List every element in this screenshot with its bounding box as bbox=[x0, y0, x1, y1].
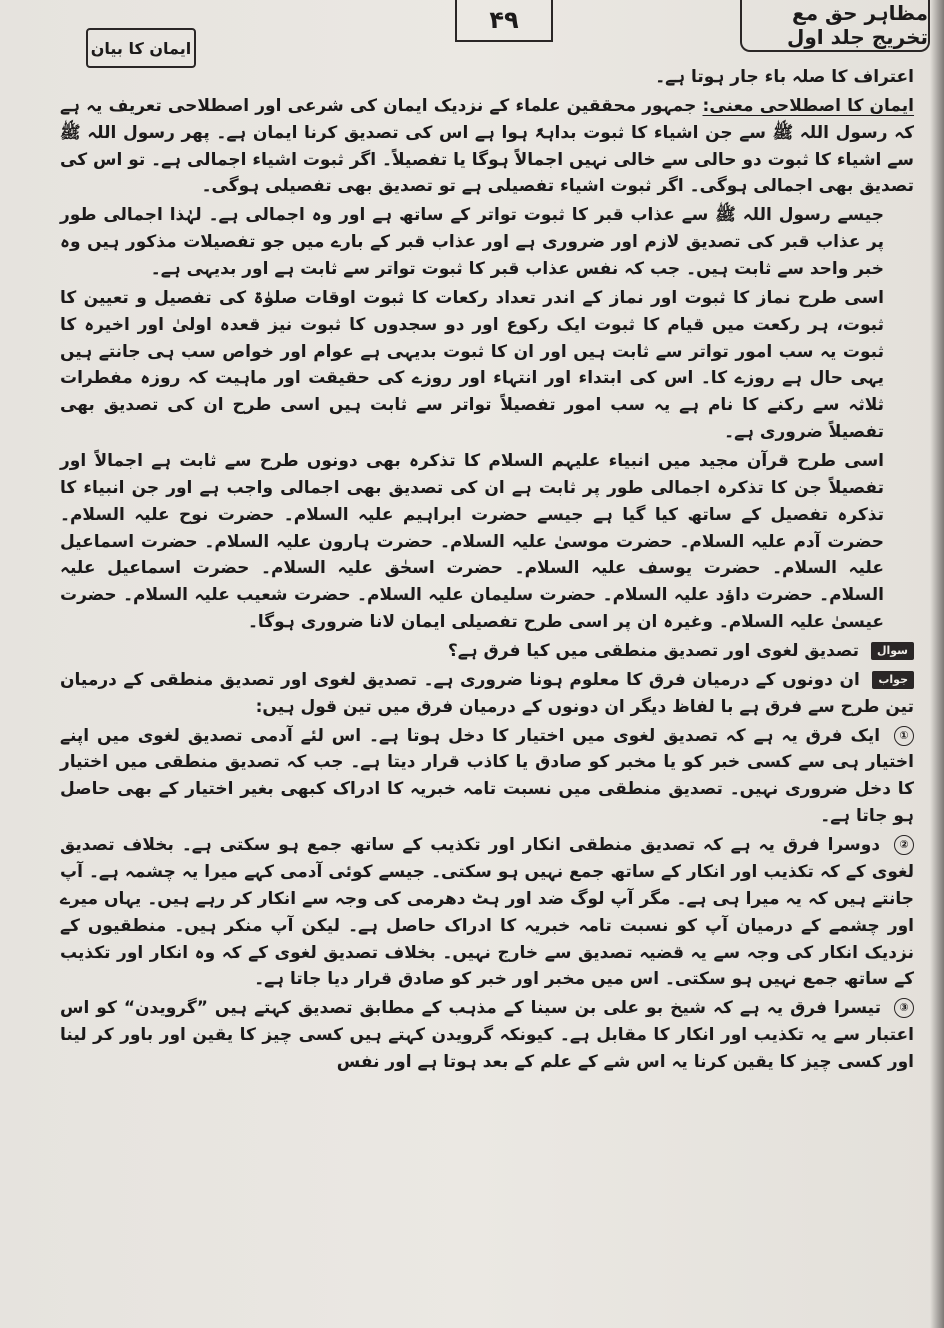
answer bbox=[60, 667, 914, 721]
question-tag: سوال bbox=[871, 642, 914, 660]
item-text-3: تیسرا فرق یہ ہے کہ شیخ بو علی بن سینا کے مذہب کے مطابق تصدیق کہتے ہیں ”گرویدن“ کو اس اعتبار سے یہ تکذیب اور انکار کا مقابل ہے۔ کیونکہ گرویدن کہتے ہیں کسی چیز کا یقین اور باور کر لینا اور کسی چیز کا یقین کرنا یہ اس شے کے علم کے بعد ہوتا ہے اور نفس bbox=[60, 998, 914, 1072]
page-number: ۴۹ bbox=[455, 0, 553, 42]
answer-tag: جواب bbox=[872, 671, 914, 689]
answer-text: ان دونوں کے درمیان فرق کا معلوم ہونا ضروری ہے۔ تصدیق لغوی اور تصدیق منطقی کے درمیان تین طرح سے فرق ہے با لفاظ دیگر ان دونوں کے درمیان فرق میں تین قول ہیں: bbox=[60, 669, 914, 717]
item-text-1: ایک فرق یہ ہے کہ تصدیق لغوی میں اختیار کا دخل ہوتا ہے۔ اس لئے آدمی تصدیق لغوی میں اپنے اختیار ہی سے کسی خبر کو یا مخبر کو صادق یا کاذب قرار دیتا ہے۔ جب کہ تصدیق منطقی میں اختیار کا دخل ضروری نہیں۔ تصدیق منطقی میں نسبت تامہ خبریہ کا ادراک کبھی بغیر اختیار کے بھی حاصل ہو جاتا ہے۔ bbox=[60, 725, 914, 827]
question-text: تصدیق لغوی اور تصدیق منطقی میں کیا فرق ہے؟ bbox=[447, 641, 860, 662]
list-item-3 bbox=[60, 995, 914, 1076]
item-number-2: ② bbox=[894, 835, 914, 855]
item-text-2: دوسرا فرق یہ ہے کہ تصدیق منطقی انکار اور تکذیب کے ساتھ جمع ہو سکتی ہے۔ بخلاف تصدیق لغوی کے کہ تکذیب اور انکار کے ساتھ جمع نہیں ہو سکتی۔ جیسے کوئی آدمی کہے میرا یہ چشمہ ہے۔ آپ جانتے ہیں کہ یہ میرا ہی ہے۔ مگر آپ لوگ ضد اور ہٹ دھرمی کی وجہ سے انکار کر رہے ہیں۔ یہاں میرے اور چشمے کے درمیان آپ کو نسبت تامہ خبریہ کا ادراک حاصل ہے۔ لیکن آپ منکر ہیں۔ منطقیوں کے نزدیک انکار کی وجہ سے یہ قضیہ تصدیق سے خارج نہیں۔ بخلاف تصدیق لغوی کے کہ وہ انکار اور تکذیب کے ساتھ جمع نہیں ہو سکتی۔ اس میں مخبر اور خبر کو صادق قرار دیا جاتا ہے۔ bbox=[60, 835, 914, 990]
paragraph-grave-punishment: جیسے رسول اللہ ﷺ سے عذاب قبر کا ثبوت تواتر کے ساتھ ہے اور وہ اجمالی ہے۔ لہٰذا اجمالی طور پر عذاب قبر کی تصدیق لازم اور ضروری ہے اور عذاب قبر کے بارے میں جو تفصیلات مذکور ہیں وہ خبر واحد سے ثابت ہیں۔ جب کہ نفس عذاب قبر کا ثبوت تواتر سے ثابت ہے اور بدیہی ہے۔ bbox=[60, 205, 884, 280]
question bbox=[60, 638, 914, 665]
list-item-2 bbox=[60, 832, 914, 993]
chapter-title: ایمان کا بیان bbox=[86, 28, 196, 68]
paragraph-prophets: اسی طرح قرآن مجید میں انبیاء علیہم السلام کا تذکرہ بھی دونوں طرح سے ثابت ہے اجمالاً اور تفصیلاً جن کا تذکرہ اجمالی طور پر ثابت ہے ان کی تصدیق بھی اجمالی واجب ہے اور جن انبیاء کا تذکرہ تفصیل کے ساتھ کیا گیا ہے جیسے حضرت ابراہیم علیہ السلام۔ حضرت نوح علیہ السلام۔ حضرت آدم علیہ السلام۔ حضرت موسیٰ علیہ السلام۔ حضرت ہارون علیہ السلام۔ حضرت اسماعیل علیہ السلام۔ حضرت یوسف علیہ السلام۔ حضرت اسحٰق علیہ السلام۔ حضرت اسماعیل علیہ السلام۔ حضرت داؤد علیہ السلام۔ حضرت سلیمان علیہ السلام۔ حضرت شعیب علیہ السلام۔ حضرت عیسیٰ علیہ السلام۔ وغیرہ ان پر اسی طرح تفصیلی ایمان لانا ضروری ہوگا۔ bbox=[60, 451, 884, 633]
paragraph-text: جمہور محققین علماء کے نزدیک ایمان کی شرعی اور اصطلاحی تعریف یہ ہے کہ رسول اللہ ﷺ سے جن اشیاء کا ثبوت بداہۃً ہوا ہے اس کی تصدیق کرنا ایمان ہے۔ پھر رسول اللہ ﷺ سے اشیاء کا ثبوت دو حالی سے خالی نہیں اجمالاً ہوگا یا تفصیلاً۔ اگر ثبوت اشیاء اجمالی ہے۔ تو اس کی تصدیق بھی اجمالی ہوگی۔ اگر ثبوت اشیاء تفصیلی ہے تو تصدیق بھی تفصیلی ہوگی۔ bbox=[60, 95, 914, 197]
section-heading: ایمان کا اصطلاحی معنی: bbox=[702, 95, 915, 116]
list-item-1 bbox=[60, 723, 914, 830]
paragraph-prayer-fasting: اسی طرح نماز کا ثبوت اور نماز کے اندر تعداد رکعات کا ثبوت اوقات صلوٰۃ کی تفصیل و تعیین کا ثبوت، ہر رکعت میں قیام کا ثبوت ایک رکوع اور دو سجدوں کا ثبوت نیز قعدہ اولیٰ اور اخیرہ کا ثبوت یہ سب امور تواتر سے ثابت ہیں اور ان کا ثبوت بدیہی ہے عوام اور خواص سب ہی جانتے ہیں یہی حال ہے روزے کا۔ اس کی ابتداء اور انتہاء اور روزے کی حقیقت اور ماہیت کہ روزہ مفطرات ثلاثہ سے رکنے کا نام ہے یہ سب امور تفصیلاً تواتر سے ثابت ہیں اسی طرح ان کی تصدیق بھی تفصیلاً ضروری ہے۔ bbox=[60, 287, 884, 443]
item-number-1: ① bbox=[894, 726, 914, 746]
book-title-header: مظاہر حق مع تخریج جلد اول bbox=[740, 0, 930, 52]
page-edge-shadow bbox=[930, 0, 944, 1328]
intro-line: اعتراف کا صلہ باء جار ہوتا ہے۔ bbox=[655, 67, 914, 87]
paragraph-definition bbox=[60, 93, 914, 200]
item-number-3: ③ bbox=[894, 998, 914, 1018]
page-body bbox=[60, 64, 914, 1078]
